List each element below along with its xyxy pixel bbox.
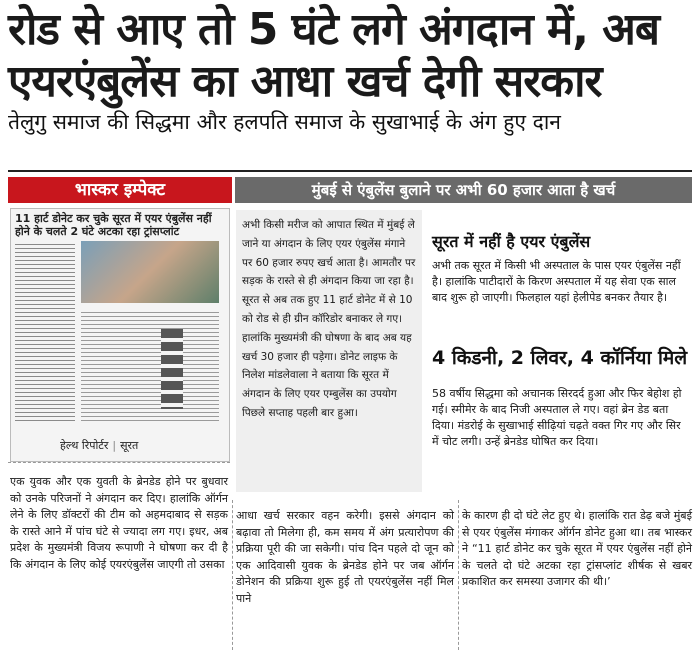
organ-story-text: 58 वर्षीय सिद्धमा को अचानक सिरदर्द हुआ और फिर बेहोश हो गई। स्मीमेर के बाद निजी अस्पताल ले गए। वहां ब्रेन डेड बता दिया। मंडरोई के सुखाभाई सीढ़ियां चढ़ते वक्त गिर गए और सिर में चोट लगी। उन्हें ब्रेनडेड घोषित कर दिया। [432, 387, 682, 448]
organ-story-heading: 4 किडनी, 2 लिवर, 4 कॉर्निया मिले [432, 347, 688, 369]
byline-divider [8, 462, 230, 463]
column-divider [458, 500, 459, 650]
clipping-text-lines [15, 241, 75, 421]
byline-city: सूरत [120, 439, 139, 452]
byline: हेल्थ रिपोर्टर | सूरत [60, 439, 139, 452]
section-banner: मुंबई से एंबुलेंस बुलाने पर अभी 60 हजार आता है खर्च [235, 177, 692, 203]
clipping-title: 11 हार्ट डोनेट कर चुके सूरत में एयर एंबुलेंस नहीं होने के चलते 2 घंटे अटका रहा ट्रांसप्लांट [15, 212, 212, 238]
impact-badge: भास्कर इम्पेक्ट [8, 177, 232, 203]
info-box [236, 210, 422, 492]
clipping-text-lines [81, 309, 219, 421]
subheadline: तेलुगु समाज की सिद्धमा और हलपति समाज के सुखाभाई के अंग हुए दान [8, 110, 561, 134]
clipping-photo [81, 241, 219, 303]
headline-line-1: रोड से आए तो 5 घंटे लगे अंगदान में, अब [8, 4, 660, 55]
body-column-1: एक युवक और एक युवती के ब्रेनडेड होने पर बुधवार को उनके परिजनों ने अंगदान कर दिए। हालांकि ऑर्गन लेने के लिए डॉक्टरों की टीम को अहमदाबाद से सड़क के रास्ते आने में पांच घंटे से ज्यादा लग गए। इधर, अब प्रदेश के मुख्यमंत्री विजय रूपाणी ने घोषणा कर दी है कि अंगदान के लिए कोई एयरएंबुलेंस जाएगी तो उसका [10, 475, 228, 571]
clipping-stat-boxes [161, 329, 183, 409]
byline-reporter: हेल्थ रिपोर्टर [60, 439, 109, 452]
column-divider [232, 500, 233, 650]
body-column-2: आधा खर्च सरकार वहन करेगी। इससे अंगदान को बढ़ावा तो मिलेगा ही, कम समय में अंग प्रत्यारोपण की प्रक्रिया पूरी की जा सकेगी। पांच दिन पहले दो जून को एक आदिवासी युवक के ब्रेनडेड होने पर जब ऑर्गन डोनेशन की प्रक्रिया शुरू हुई तो एयरएंबुलेंस नहीं मिल पाने [236, 509, 454, 605]
side-story-heading: सूरत में नहीं है एयर एंबुलेंस [432, 232, 591, 251]
side-story-text: अभी तक सूरत में किसी भी अस्पताल के पास एयर एंबुलेंस नहीं है। हालांकि पाटीदारों के किरण अस्पताल में यह सेवा एक साल बाद शुरू हो जाएगी। फिलहाल यहां हेलीपेड बनकर तैयार है। [432, 259, 681, 304]
headline-divider [8, 170, 692, 172]
info-box-text: अभी किसी मरीज को आपात स्थित में मुंबई ले जाने या अंगदान के लिए एयर एंबुलेंस मंगाने पर 60 हजार रुपए खर्च आता है। आमतौर पर सड़क के रास्ते से ही अंगदान किया जा रहा है। सूरत से अब तक हुए 11 हार्ट डोनेट में से 10 को रोड से ही ग्रीन कॉरिडोर बनाकर ले गए। हालांकि मुख्यमंत्री की घोषणा के बाद अब यह खर्च 30 हजार ही पड़ेगा। डोनेट लाइफ के निलेश मांडलेवाला ने बताया कि सूरत में अंगदान के लिए एयर एम्बुलेंस का उपयोग पिछले सप्ताह पहली बार हुआ। [242, 219, 416, 419]
body-column-3: के कारण ही दो घंटे लेट हुए थे। हालांकि रात डेढ़ बजे मुंबई से एयर एंबुलेंस मंगाकर ऑर्गन डोनेट हुआ था। तब भास्कर ने “11 हार्ट डोनेट कर चुके सूरत में एयर एंबुलेंस नहीं होने के चलते दो घंटे अटका रहा ट्रांसप्लांट शीर्षक से खबर प्रकाशित कर समस्या उजागर की थी।’ [462, 509, 692, 589]
newspaper-clipping-image [10, 208, 230, 462]
headline-line-2: एयरएंबुलेंस का आधा खर्च देगी सरकार [8, 56, 602, 107]
